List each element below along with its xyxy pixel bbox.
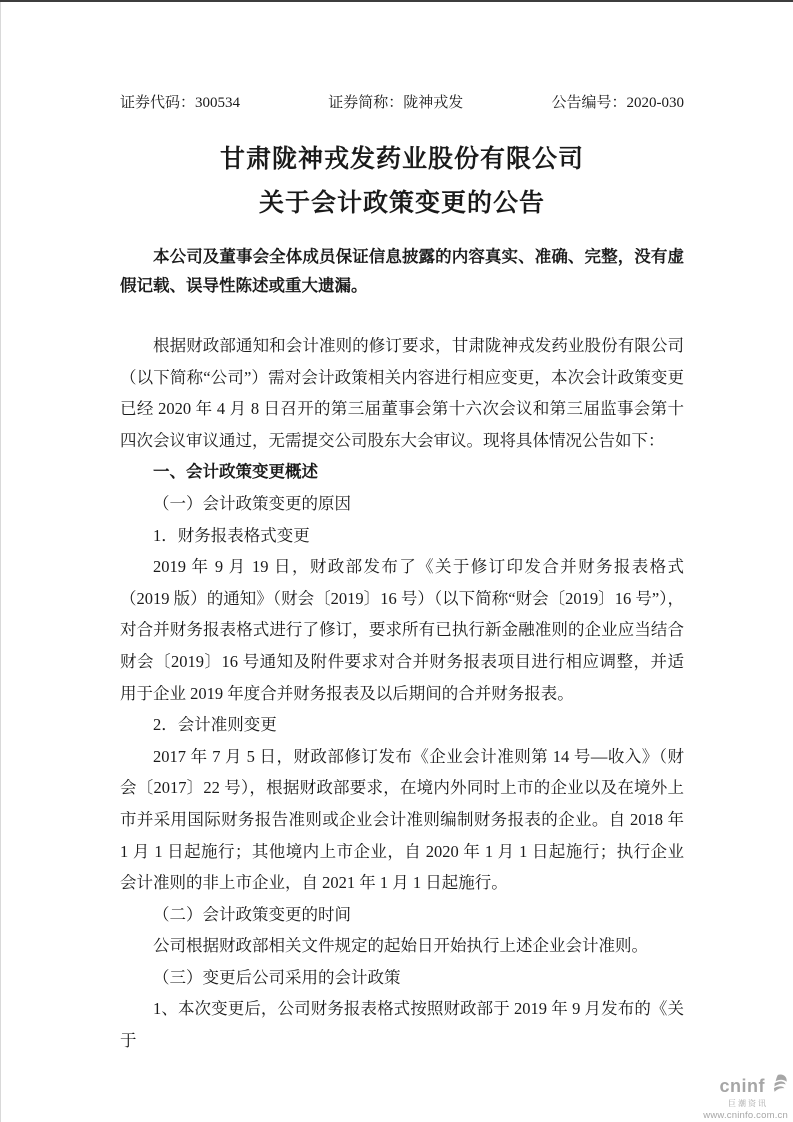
document-header-row [120,93,684,113]
sub-heading: （三）变更后公司采用的会计政策 [153,967,401,987]
stock-code: 证券代码：300534 [120,95,241,111]
body-paragraph: 根据财政部通知和会计准则的修订要求，甘肃陇神戎发药业股份有限公司（以下简称“公司”）需对会计政策相关内容进行相应变更，本次会计政策变更已经 2020 年 4 月 8 日召开的第三届董事会第十六次会议和第三届监事会第十四次会议审议通过，无需提交公司股东大会审议。现将具体情况公告如下： [120,336,684,450]
cninfo-brand-text: cninf [719,1076,765,1096]
body-paragraph: 2017 年 7 月 5 日，财政部修订发布《企业会计准则第 14 号—收入》（财会〔2017〕22 号），根据财政部要求，在境内外同时上市的企业以及在境外上市并采用国际财务报告准则或企业会计准则编制财务报表的企业。自 2018 年 1 月 1 日起施行；其他境内上市企业，自 2020 年 1 月 1 日起施行；执行企业会计准则的非上市企业，自 2021 年 1 月 1 日起施行。 [120,746,685,893]
body-paragraph: 公司根据财政部相关文件规定的起始日开始执行上述企业会计准则。 [153,936,648,956]
cninfo-url: www.cninfo.com.cn [703,1110,788,1121]
cninfo-brand-row [668,1074,788,1098]
cninfo-chinese-name: 巨潮资讯 [728,1099,768,1108]
sub-heading: 1．财务报表格式变更 [153,525,310,545]
sub-heading: 2．会计准则变更 [153,715,277,735]
body-paragraph: 2019 年 9 月 19 日，财政部发布了《关于修订印发合并财务报表格式（2019 版）的通知》（财会〔2019〕16 号）（以下简称“财会〔2019〕16 号”），对合并财务报表格式进行了修订，要求所有已执行新金融准则的企业应当结合财会〔2019〕16 号通知及附件要求对合并财务报表项目进行相应调整，并适用于企业 2019 年度合并财务报表及以后期间的合并财务报表。 [120,557,684,703]
cninfo-watermark [668,1074,788,1121]
document-body [120,330,684,1057]
sub-heading: （一）会计政策变更的原因 [153,493,351,513]
company-name-title: 甘肃陇神戎发药业股份有限公司 [219,146,584,173]
body-paragraph: 1、本次变更后，公司财务报表格式按照财政部于 2019 年 9 月发布的《关于 [120,999,684,1051]
sub-heading: （二）会计政策变更的时间 [153,904,351,924]
announcement-subject-title: 关于会计政策变更的公告 [258,190,545,217]
document-title [120,138,684,226]
announcement-number: 公告编号：2020-030 [551,95,684,111]
section-heading: 一、会计政策变更概述 [153,462,318,482]
stock-abbreviation: 证券简称：陇神戎发 [328,95,464,111]
cninfo-swirl-icon [766,1074,788,1098]
disclaimer-statement: 本公司及董事会全体成员保证信息披露的内容真实、准确、完整，没有虚假记载、误导性陈述或重大遗漏。 [120,247,684,295]
